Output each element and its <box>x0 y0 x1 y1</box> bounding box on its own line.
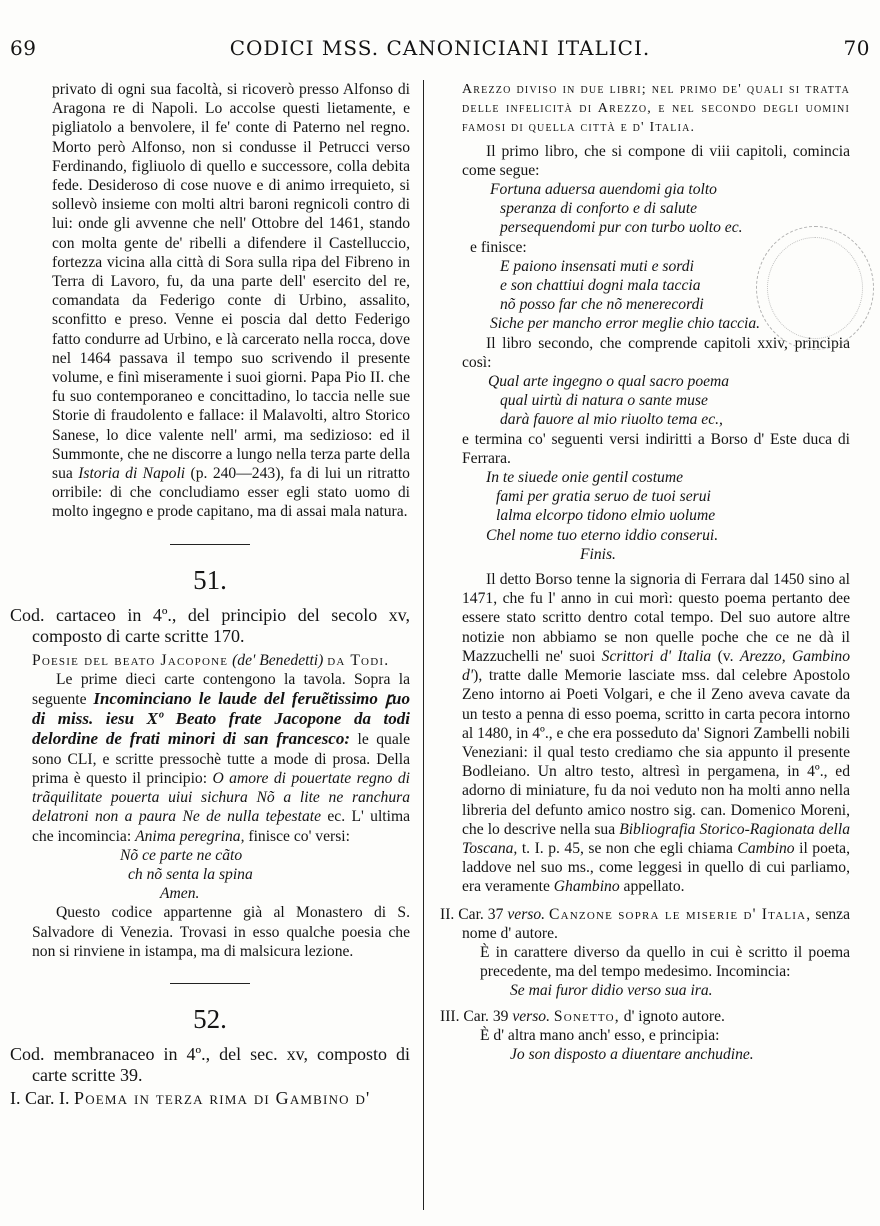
page-number-left: 69 <box>10 36 37 60</box>
entry-number-52: 52. <box>193 1003 227 1034</box>
verse-line: darà fauore al mio riuolto tema ec., <box>500 411 723 429</box>
section-rule <box>170 983 250 984</box>
codex-51-description: Cod. cartaceo in 4º., del principio del secolo xv, composto di carte scritte 170. <box>10 604 410 646</box>
entry-number-51: 51. <box>193 564 227 595</box>
finisce-label: e finisce: <box>470 238 527 256</box>
verse-line: qual uirtù di natura o sante muse <box>500 392 708 410</box>
entry-52-title-continued: Arezzo diviso in due libri; nel primo de' quali si tratta delle infelicità di Arezzo, e nel secondo degli uomini famosi di quella città e d' Italia. <box>462 82 850 136</box>
verse-line: lalma elcorpo tidono elmio uolume <box>496 507 716 525</box>
paragraph-book-one: Il primo libro, che si compone di viii capitoli, comincia come segue: <box>462 142 850 179</box>
codex-52-description: Cod. membranaceo in 4º., del sec. xv, composto di carte scritte 39. <box>10 1043 410 1085</box>
paragraph-petrucci: privato di ogni sua facoltà, si ricoverò presso Alfonso di Aragona re di Napoli. Lo accolse questi lietamente, e pigliatolo a benvolere, il fe' conte di Paterno nel regno. Morto però Alfonso, non si condusse il Petrucci verso Ferdinando, figliuolo di quello e successore, colla debita fede. Desideroso di cose nuove e di animo irrequieto, si sollevò insieme con molti altri baroni regnicoli contro di lui: onde gli avvenne che nell' Ottobre del 1461, stando con molta gente de' ribelli a difendere il Castelluccio, fortezza vicina alla città di Sora sulla ripa del Fibreno in Terra di Lavoro, fu, da una parte dell' esercito del re, comandata da Federigo conte di Urbino, assalito, sconfitto e preso. Venne ei poscia dal detto Federigo fatto condurre ad Urbino, e là carcerato nella rocca, dove nel 1464 passava il tempo suo scrivendo il presente volume, e finì miseramente i suoi giorni. Papa Pio II. che fu suo contemporaneo e concittadino, lo taccia nelle sue Storie di fraudolento e fallace: il Malavolti, altro Storico Sanese, lo dice valente nell' armi, ma sedizioso: ed il Summonte, che ne discorre a lungo nella terza parte della sua Istoria di Napoli (p. 240—243), fa di lui un ritratto orribile: di che concludiamo esser egli stato uomo di molto ingegno e prode capitano, ma di assai mala natura. <box>52 81 410 521</box>
item-3-description: È d' altra mano anch' esso, e principia: <box>480 1026 720 1044</box>
section-rule <box>170 544 250 545</box>
paragraph-termina: e termina co' seguenti versi indiritti a Borso d' Este duca di Ferrara. <box>462 430 850 467</box>
running-title: CODICI MSS. CANONICIANI ITALICI. <box>229 36 651 60</box>
library-stamp-icon <box>756 226 874 350</box>
gothic-incipit: Incominciano le laude del feruẽtissimo ꝼuo di miss. iesu Xº Beato frate Jacopone da todi delordine de frati minori di san francesco: <box>32 689 410 749</box>
left-column <box>10 80 410 1109</box>
verse-line: ch nõ senta la spina <box>128 865 253 883</box>
verse-line: Siche per mancho error meglie chio taccia. <box>490 315 761 333</box>
verse-line: Finis. <box>580 545 616 563</box>
verse-line: Fortuna aduersa auendomi gia tolto <box>490 181 717 199</box>
verse-line: Jo son disposto a diuentare anchudine. <box>510 1045 754 1063</box>
verse-line: nõ posso far che nõ menerecordi <box>500 296 704 314</box>
verse-line: Se mai furor didio verso sua ira. <box>510 982 713 1000</box>
verse-line: Amen. <box>160 885 200 903</box>
paragraph-book-two: Il libro secondo, che comprende capitoli xxiv, principia così: <box>462 334 850 371</box>
verse-line: Nõ ce parte ne cãto <box>120 846 243 864</box>
entry-52-item-1: I. Car. I. Poema in terza rima di Gambino d' <box>10 1087 371 1108</box>
verse-line: speranza di conforto e di salute <box>500 200 698 218</box>
verse-line: e son chattiui dogni mala taccia <box>500 277 701 295</box>
verse-line: E paiono insensati muti e sordi <box>500 257 694 275</box>
item-2-description: È in carattere diverso da quello in cui è scritto il poema precedente, ma del tempo medesimo. Incomincia: <box>480 943 850 981</box>
entry-51-body: Le prime dieci carte contengono la tavola. Sopra la seguente Incominciano le laude del feruẽtissimo ꝼuo di miss. iesu Xº Beato frate Jacopone da todi delordine de frati minori di san francesco: le quale sono CLI, e scritte pressochè tutte a mode di prosa. Della prima è questo il principio: O amore di pouertate regno di trãquilitate pouerta uiui sichura Nõ a lite ne ranchura delatroni non a paura Ne de nulla teþestate ec. L' ultima che incomincia: Anima peregrina, finisce co' versi: <box>32 670 410 845</box>
verse-line: persequendomi pur con turbo uolto ec. <box>500 219 743 237</box>
library-stamp-inner-ring <box>767 237 863 339</box>
entry-51-title: Poesie del beato Jacopone (de' Benedetti) da Todi. <box>32 651 390 669</box>
entry-52-item-2: II. Car. 37 verso. Canzone sopra le miserie d' Italia, senza nome d' autore. <box>440 905 851 942</box>
entry-52-item-3: III. Car. 39 verso. Sonetto, d' ignoto autore. <box>440 1007 725 1025</box>
verse-line: Qual arte ingegno o qual sacro poema <box>488 373 730 391</box>
paragraph-borso: Il detto Borso tenne la signoria di Ferrara dal 1450 sino al 1471, che fu l' anno in cui morì: questo poema pertanto dee essere stato scritto dentro cotal tempo. Del suo autore altre notizie non abbiamo se non quelle poche che ce ne dà il Mazzuchelli ne' suoi Scrittori d' Italia (v. Arezzo, Gambino d'), tratte dalle Memorie lasciate mss. dal celebre Apostolo Zeno intorno ai Poeti Volgari, e che il Zeno aveva cavate da un testo a penna di esso poema, scritto in carta pecora intorno al 1480, in 4º., e che era posseduto da' Signori Zambelli nobili Veneziani: il qual testo crediamo che sia appunto il presente Bodleiano. Un altro testo, altresì in pergamena, in 4º., ed adorno di miniature, fu da noi veduto non ha molti anno nella libreria del defunto amico nostro sig. can. Domenico Moreni, che lo descrive nella sua Bibliografia Storico-Ragionata della Toscana, t. I. p. 45, se non che egli chiama Cambino il poeta, laddove nel suo ms., come leggesi in quello di cui parliamo, era veramente Ghambino appellato. <box>462 571 851 896</box>
citation-istoria: Istoria di Napoli <box>78 465 186 483</box>
entry-51-provenance: Questo codice appartenne già al Monastero di S. Salvadore di Venezia. Trovasi in esso qualche poesia che non si rinviene in istampa, ma di malsicura lezione. <box>32 904 410 960</box>
right-column <box>440 80 850 1064</box>
column-divider <box>423 80 424 1210</box>
verse-line: fami per gratia seruo de tuoi serui <box>496 488 711 506</box>
verse-line: In te siuede onie gentil costume <box>486 469 684 487</box>
page-number-right: 70 <box>843 36 870 60</box>
verse-line: Chel nome tuo eterno iddio conserui. <box>486 526 719 544</box>
